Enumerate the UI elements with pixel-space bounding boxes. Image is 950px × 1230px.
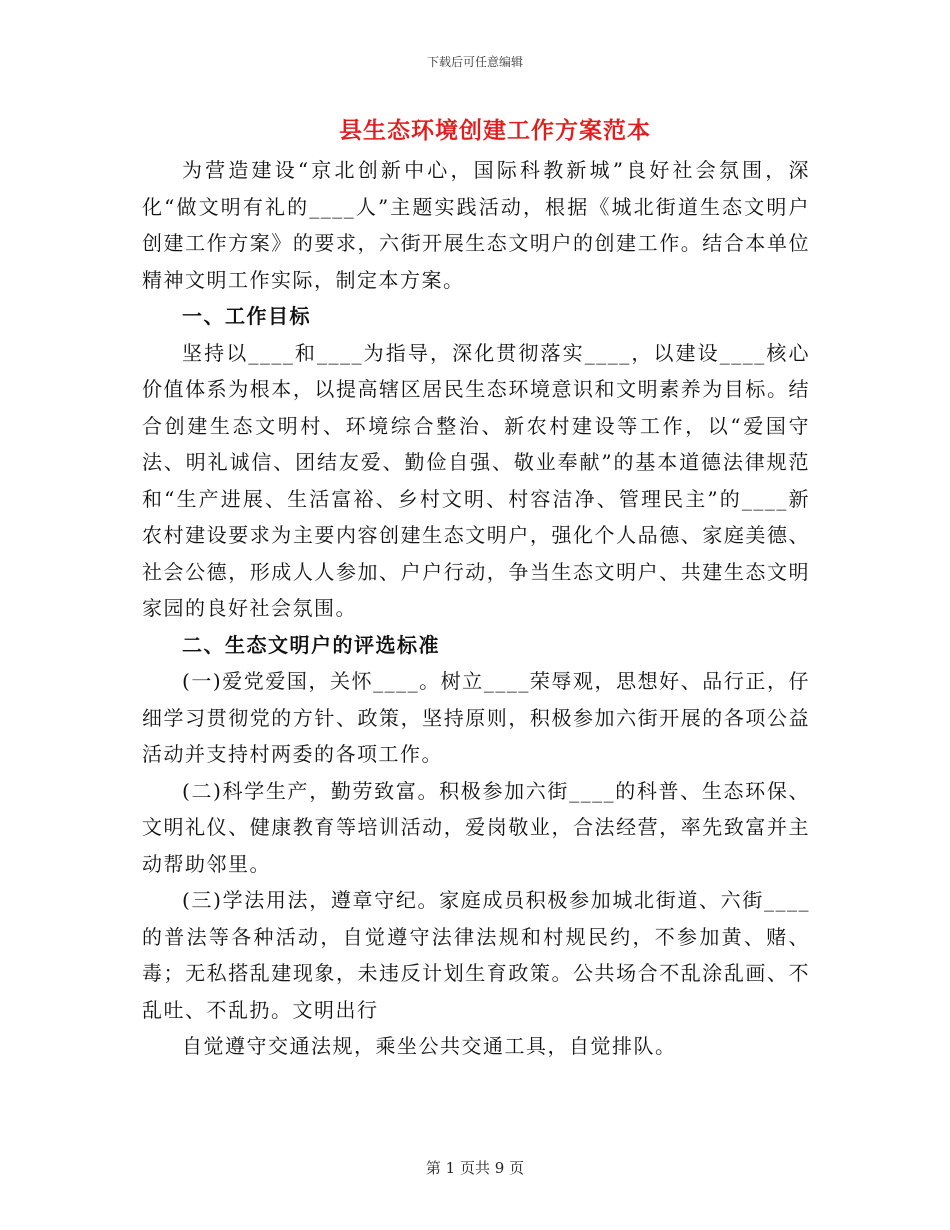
page-header: 下载后可任意编辑: [426, 55, 523, 69]
paragraph-criteria-3: (三)学法用法，遵章守纪。家庭成员积极参加城北街道、六街____的普法等各种活动，自觉遵守法律法规和村规民约，不参加黄、赌、毒；无私搭乱建现象，未违反计划生育政策。公共场合不乱涂乱画、不乱吐、不乱扔。文明出行: [142, 888, 810, 1022]
paragraph-traffic: 自觉遵守交通法规，乘坐公共交通工具，自觉排队。: [182, 1034, 677, 1058]
paragraph-criteria-2: (二)科学生产，勤劳致富。积极参加六街____的科普、生态环保、文明礼仪、健康教育等培训活动，爱岗敬业，合法经营，率先致富并主动帮助邻里。: [142, 778, 810, 876]
section-heading-goals: 一、工作目标: [182, 304, 311, 328]
paragraph-criteria-1: (一)爱党爱国，关怀____。树立____荣辱观，思想好、品行正，仔细学习贯彻党的方针、政策，坚持原则，积极参加六街开展的各项公益活动并支持村两委的各项工作。: [142, 669, 810, 766]
paragraph-intro: 为营造建设“京北创新中心，国际科教新城”良好社会氛围，深化“做文明有礼的____人”主题实践活动，根据《城北街道生态文明户创建工作方案》的要求，六街开展生态文明户的创建工作。结合本单位精神文明工作实际，制定本方案。: [142, 158, 810, 292]
document-body: [142, 152, 810, 1065]
document-title: 县生态环境创建工作方案范本: [339, 117, 651, 144]
section-heading-criteria: 二、生态文明户的评选标准: [182, 632, 440, 657]
paragraph-goals: 坚持以____和____为指导，深化贯彻落实____，以建设____核心价值体系为根本，以提高辖区居民生态环境意识和文明素养为目标。结合创建生态文明村、环境综合整治、新农村建设等工作，以“爱国守法、明礼诚信、团结友爱、勤俭自强、敬业奉献”的基本道德法律规范和“生产进展、生活富裕、乡村文明、村容洁净、管理民主”的____新农村建设要求为主要内容创建生态文明户，强化个人品德、家庭美德、社会公德，形成人人参加、户户行动，争当生态文明户、共建生态文明家园的良好社会氛围。: [142, 340, 810, 620]
page-footer: 第 1 页共 9 页: [425, 1159, 525, 1177]
